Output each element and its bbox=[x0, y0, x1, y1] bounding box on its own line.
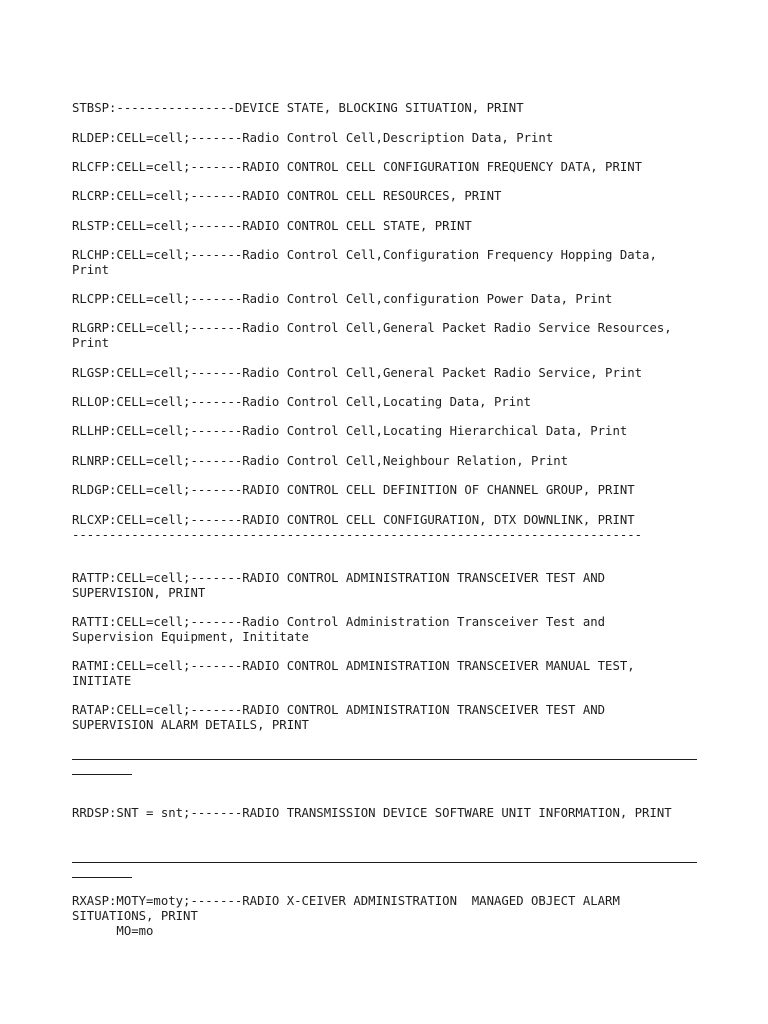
command-line-rlgrp: RLGRP:CELL=cell;-------Radio Control Cell,General Packet Radio Service Resources, bbox=[72, 321, 672, 335]
command-line-rlcfp: RLCFP:CELL=cell;-------RADIO CONTROL CELL CONFIGURATION FREQUENCY DATA, PRINT bbox=[72, 160, 643, 174]
horizontal-rule bbox=[72, 862, 697, 863]
command-line-ratap: RATAP:CELL=cell;-------RADIO CONTROL ADMINISTRATION TRANSCEIVER TEST AND bbox=[72, 703, 606, 717]
command-line-rldep: RLDEP:CELL=cell;-------Radio Control Cell,Description Data, Print bbox=[72, 131, 554, 145]
command-line-rlcxp: RLCXP:CELL=cell;-------RADIO CONTROL CELL CONFIGURATION, DTX DOWNLINK, PRINT bbox=[72, 513, 635, 527]
command-line-ratmi: RATMI:CELL=cell;-------RADIO CONTROL ADMINISTRATION TRANSCEIVER MANUAL TEST, bbox=[72, 659, 635, 673]
command-line-ratti-continued: Supervision Equipment, Inititate bbox=[72, 630, 309, 644]
command-line-rlchp-continued: Print bbox=[72, 263, 110, 277]
command-line-rlnrp: RLNRP:CELL=cell;-------Radio Control Cell,Neighbour Relation, Print bbox=[72, 454, 569, 468]
command-line-stbsp: STBSP:----------------DEVICE STATE, BLOCKING SITUATION, PRINT bbox=[72, 101, 524, 115]
command-line-rxasp-parameter: MO=mo bbox=[72, 924, 154, 938]
command-line-rlgrp-continued: Print bbox=[72, 336, 110, 350]
command-line-rxasp: RXASP:MOTY=moty;-------RADIO X-CEIVER ADMINISTRATION MANAGED OBJECT ALARM bbox=[72, 894, 620, 908]
command-line-rattp-continued: SUPERVISION, PRINT bbox=[72, 586, 206, 600]
command-line-rattp: RATTP:CELL=cell;-------RADIO CONTROL ADMINISTRATION TRANSCEIVER TEST AND bbox=[72, 571, 606, 585]
horizontal-rule bbox=[72, 759, 697, 760]
command-line-rllhp: RLLHP:CELL=cell;-------Radio Control Cell,Locating Hierarchical Data, Print bbox=[72, 424, 628, 438]
command-line-rldgp: RLDGP:CELL=cell;-------RADIO CONTROL CELL DEFINITION OF CHANNEL GROUP, PRINT bbox=[72, 483, 635, 497]
command-line-rlcrp: RLCRP:CELL=cell;-------RADIO CONTROL CELL RESOURCES, PRINT bbox=[72, 189, 502, 203]
command-line-rlgsp: RLGSP:CELL=cell;-------Radio Control Cell,General Packet Radio Service, Print bbox=[72, 366, 643, 380]
command-line-rllop: RLLOP:CELL=cell;-------Radio Control Cell,Locating Data, Print bbox=[72, 395, 532, 409]
command-line-ratap-continued: SUPERVISION ALARM DETAILS, PRINT bbox=[72, 718, 309, 732]
command-line-rlchp: RLCHP:CELL=cell;-------Radio Control Cell,Configuration Frequency Hopping Data, bbox=[72, 248, 657, 262]
horizontal-rule-tail bbox=[72, 774, 132, 775]
command-line-rxasp-continued: SITUATIONS, PRINT bbox=[72, 909, 198, 923]
command-line-rlcpp: RLCPP:CELL=cell;-------Radio Control Cell,configuration Power Data, Print bbox=[72, 292, 613, 306]
command-line-ratti: RATTI:CELL=cell;-------Radio Control Administration Transceiver Test and bbox=[72, 615, 606, 629]
dash-separator: ----------------------------------------------------------------------------- bbox=[72, 528, 643, 542]
command-line-ratmi-continued: INITIATE bbox=[72, 674, 132, 688]
horizontal-rule-tail bbox=[72, 877, 132, 878]
command-line-rrdsp: RRDSP:SNT = snt;-------RADIO TRANSMISSION DEVICE SOFTWARE UNIT INFORMATION, PRINT bbox=[72, 806, 672, 820]
command-line-rlstp: RLSTP:CELL=cell;-------RADIO CONTROL CELL STATE, PRINT bbox=[72, 219, 472, 233]
